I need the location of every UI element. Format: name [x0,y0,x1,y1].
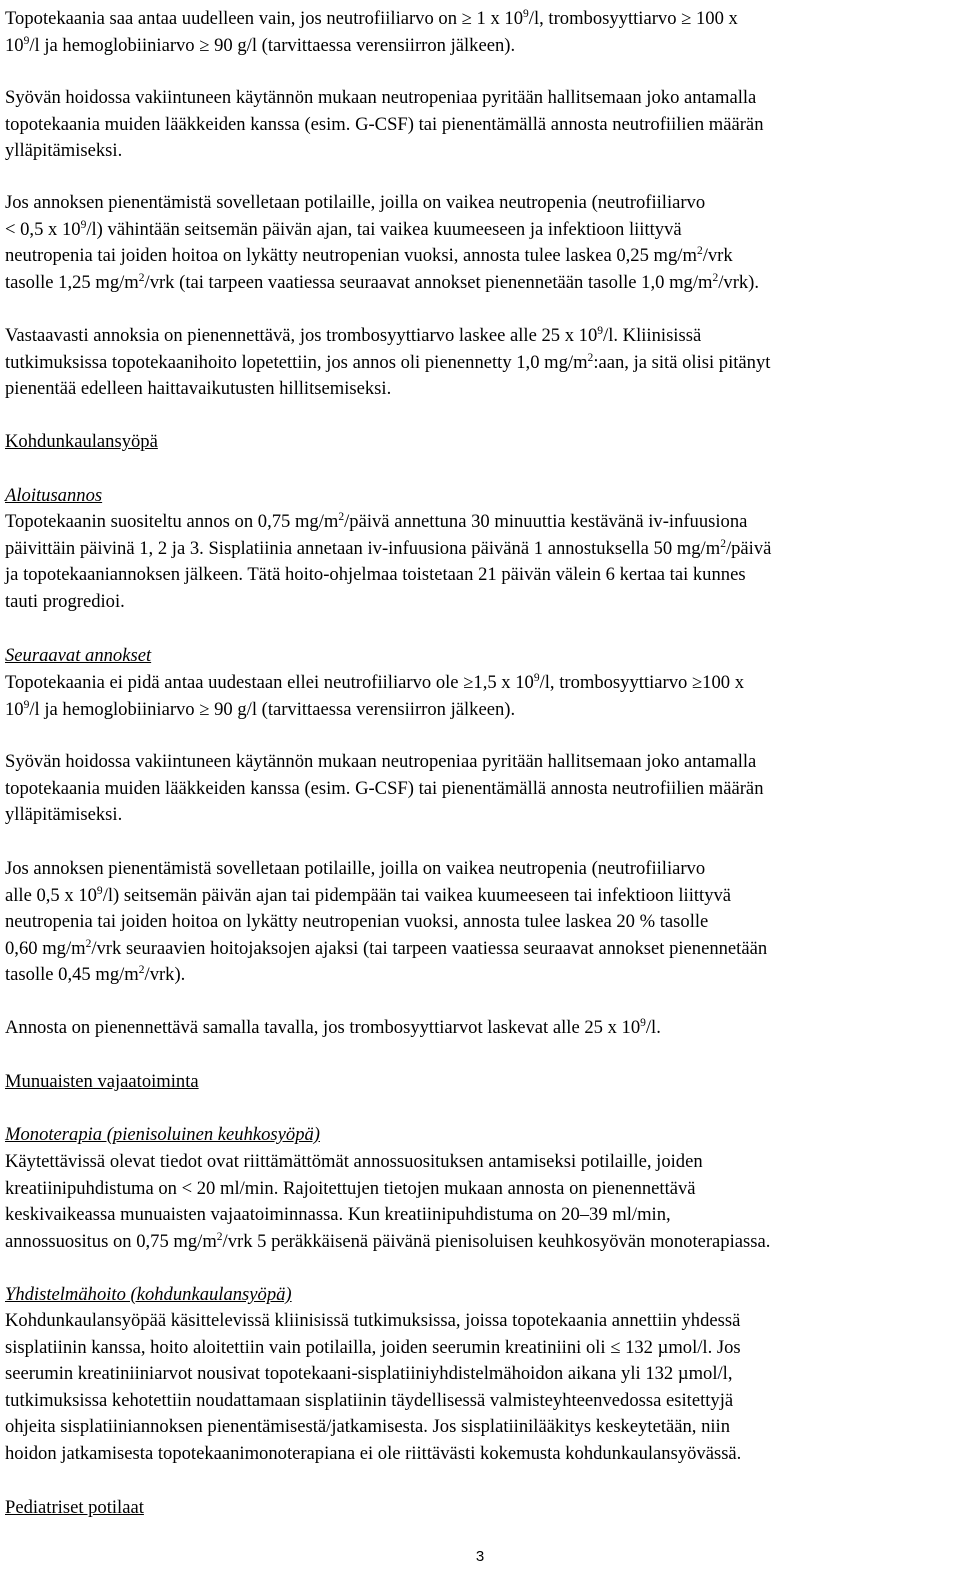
text-line: < 0,5 x $10^9/l$) vähintään seitsemän päivän ajan, tai vaikea kuumeeseen ja infektioon liittyvä [5,218,682,240]
section-heading-renal-impairment [5,1069,955,1096]
subheading-starting-dose [5,483,955,510]
text-line: Jos annoksen pienentämistä sovelletaan potilaille, joilla on vaikea neutropenia (neutrofiiliarvo [5,858,706,879]
text-line: tutkimuksissa topotekaanihoito lopetettiin, jos annos oli pienennetty 1,0 $mg/m^2:aan$, ja sitä olisi pitänyt [5,351,771,373]
paragraph-dose-reduction-2 [5,856,955,989]
paragraph-platelet-reduction-2 [5,1015,955,1042]
paragraph-dose-reduction [5,190,955,296]
paragraph-combination-renal [5,1308,955,1468]
text-line: Syövän hoidossa vakiintuneen käytännön mukaan neutropeniaa pyritään hallitsemaan joko antamalla [5,751,757,772]
text-line: topotekaania muiden lääkkeiden kanssa (esim. G-CSF) tai pienentämällä annosta neutrofiilien määrän [5,113,764,135]
text-line: Topotekaania saa antaa uudelleen vain, jos neutrofiiliarvo on ≥ 1 x $10^9/l$, trombosyyttiarvo ≥ 100 x [5,7,738,29]
subheading-combination-therapy [5,1282,955,1309]
text-line: tasolle 0,45 $mg/m^2/vrk$). [5,964,186,986]
paragraph-platelet-reduction [5,323,955,403]
section-heading-cervical-cancer [5,429,955,456]
page-number: 3 [475,1548,485,1565]
text-line: hoidon jatkamisesta topotekaanimonoterapiana ei ole riittävästi kokemusta kohdunkaulansyövässä. [5,1442,742,1464]
text-line: $10^9/l$ ja hemoglobiiniarvo ≥ 90 g/l (tarvittaessa verensiirron jälkeen). [5,698,516,720]
text-line: tasolle 1,25 $mg/m^2$/vrk (tai tarpeen vaatiessa seuraavat annokset pienennetään tasolle 1,0 $mg/m^2/vrk$). [5,271,760,293]
text-line: seerumin kreatiniiniarvot nousivat topotekaani-sisplatiiniyhdistelmähoidon aikana yli 132 µmol/l, [5,1363,733,1385]
text-line: Kohdunkaulansyöpää käsittelevissä kliinisissä tutkimuksissa, joissa topotekaania annettiin yhdessä [5,1310,741,1331]
heading-text: Monoterapia (pienisoluinen keuhkosyöpä) [5,1124,320,1145]
text-line: neutropenia tai joiden hoitoa on lykätty neutropenian vuoksi, annosta tulee laskea 20 % tasolle [5,911,709,933]
heading-text: Yhdistelmähoito (kohdunkaulansyöpä) [5,1284,292,1305]
paragraph-neutropenia-management [5,85,955,165]
heading-text: Aloitusannos [5,485,103,506]
text-line: Vastaavasti annoksia on pienennettävä, jos trombosyyttiarvo laskee alle 25 x $10^9/l$. Kliinisissä [5,324,702,346]
text-line: Annosta on pienennettävä samalla tavalla, jos trombosyyttiarvot laskevat alle 25 x $10^9/l$. [5,1016,661,1038]
text-line: keskivaikeassa munuaisten vajaatoiminnassa. Kun kreatiinipuhdistuma on 20–39 ml/min, [5,1204,671,1226]
heading-text: Pediatriset potilaat [5,1497,144,1518]
text-line: ja topotekaaniannoksen jälkeen. Tätä hoito-ohjelmaa toistetaan 21 päivän välein 6 kertaa tai kunnes [5,564,746,586]
text-line: sisplatiinin kanssa, hoito aloitettiin vain potilailla, joiden seerumin kreatiniini oli ≤ 132 µmol/l. Jos [5,1336,741,1358]
heading-text: Kohdunkaulansyöpä [5,431,158,452]
section-heading-pediatric [5,1495,955,1522]
text-line: tutkimuksissa kehotettiin noudattamaan sisplatiinin täydellisessä valmisteyhteenvedossa esitettyjä [5,1389,734,1411]
paragraph-retreatment-criteria [5,6,955,59]
paragraph-starting-dose [5,509,955,615]
text-line: ylläpitämiseksi. [5,804,123,826]
text-line: päivittäin päivinä 1, 2 ja 3. Sisplatiinia annetaan iv-infuusiona päivänä 1 annostuksella 50 $mg/m^2$/päivä [5,537,772,559]
text-line: Syövän hoidossa vakiintuneen käytännön mukaan neutropeniaa pyritään hallitsemaan joko antamalla [5,87,757,108]
text-line: Käytettävissä olevat tiedot ovat riittämättömät annossuosituksen antamiseksi potilaille, joiden [5,1151,703,1172]
text-line: ohjeita sisplatiiniannoksen pienentämisestä/jatkamisesta. Jos sisplatiinilääkitys keskeytetään, niin [5,1416,731,1438]
subheading-subsequent-doses [5,643,955,670]
text-line: kreatiinipuhdistuma on < 20 ml/min. Rajoitettujen tietojen mukaan annosta on pienennettävä [5,1177,696,1199]
paragraph-subsequent-criteria [5,670,955,723]
text-line: tauti progredioi. [5,590,125,612]
heading-text: Munuaisten vajaatoiminta [5,1071,199,1092]
text-line: neutropenia tai joiden hoitoa on lykätty neutropenian vuoksi, annosta tulee laskea 0,25 $mg/m^2$/vrk [5,245,733,267]
paragraph-monotherapy-renal [5,1149,955,1255]
text-line: alle 0,5 x $10^9/l$) seitsemän päivän ajan tai pidempään tai vaikea kuumeeseen tai infektioon liittyvä [5,884,732,906]
text-line: Topotekaanin suositeltu annos on 0,75 $mg/m^2$/päivä annettuna 30 minuuttia kestävänä iv-infuusiona [5,510,748,532]
text-line: pienentää edelleen haittavaikutusten hillitsemiseksi. [5,378,392,400]
text-line: topotekaania muiden lääkkeiden kanssa (esim. G-CSF) tai pienentämällä annosta neutrofiilien määrän [5,777,764,799]
text-line: ylläpitämiseksi. [5,140,123,162]
paragraph-neutropenia-management-2 [5,749,955,829]
text-line: $10^9/l$ ja hemoglobiiniarvo ≥ 90 g/l (tarvittaessa verensiirron jälkeen). [5,34,516,56]
heading-text: Seuraavat annokset [5,645,152,666]
text-line: Jos annoksen pienentämistä sovelletaan potilaille, joilla on vaikea neutropenia (neutrofiiliarvo [5,192,706,213]
text-line: 0,60 $mg/m^2$/vrk seuraavien hoitojaksojen ajaksi (tai tarpeen vaatiessa seuraavat annokset pienennetään [5,937,768,959]
subheading-monotherapy [5,1122,955,1149]
text-line: Topotekaania ei pidä antaa uudestaan ellei neutrofiiliarvo ole ≥1,5 x $10^9/l$, trombosyyttiarvo ≥100 x [5,671,744,693]
text-line: annossuositus on 0,75 $mg/m^2$/vrk 5 peräkkäisenä päivänä pienisoluisen keuhkosyövän monoterapiassa. [5,1230,771,1252]
